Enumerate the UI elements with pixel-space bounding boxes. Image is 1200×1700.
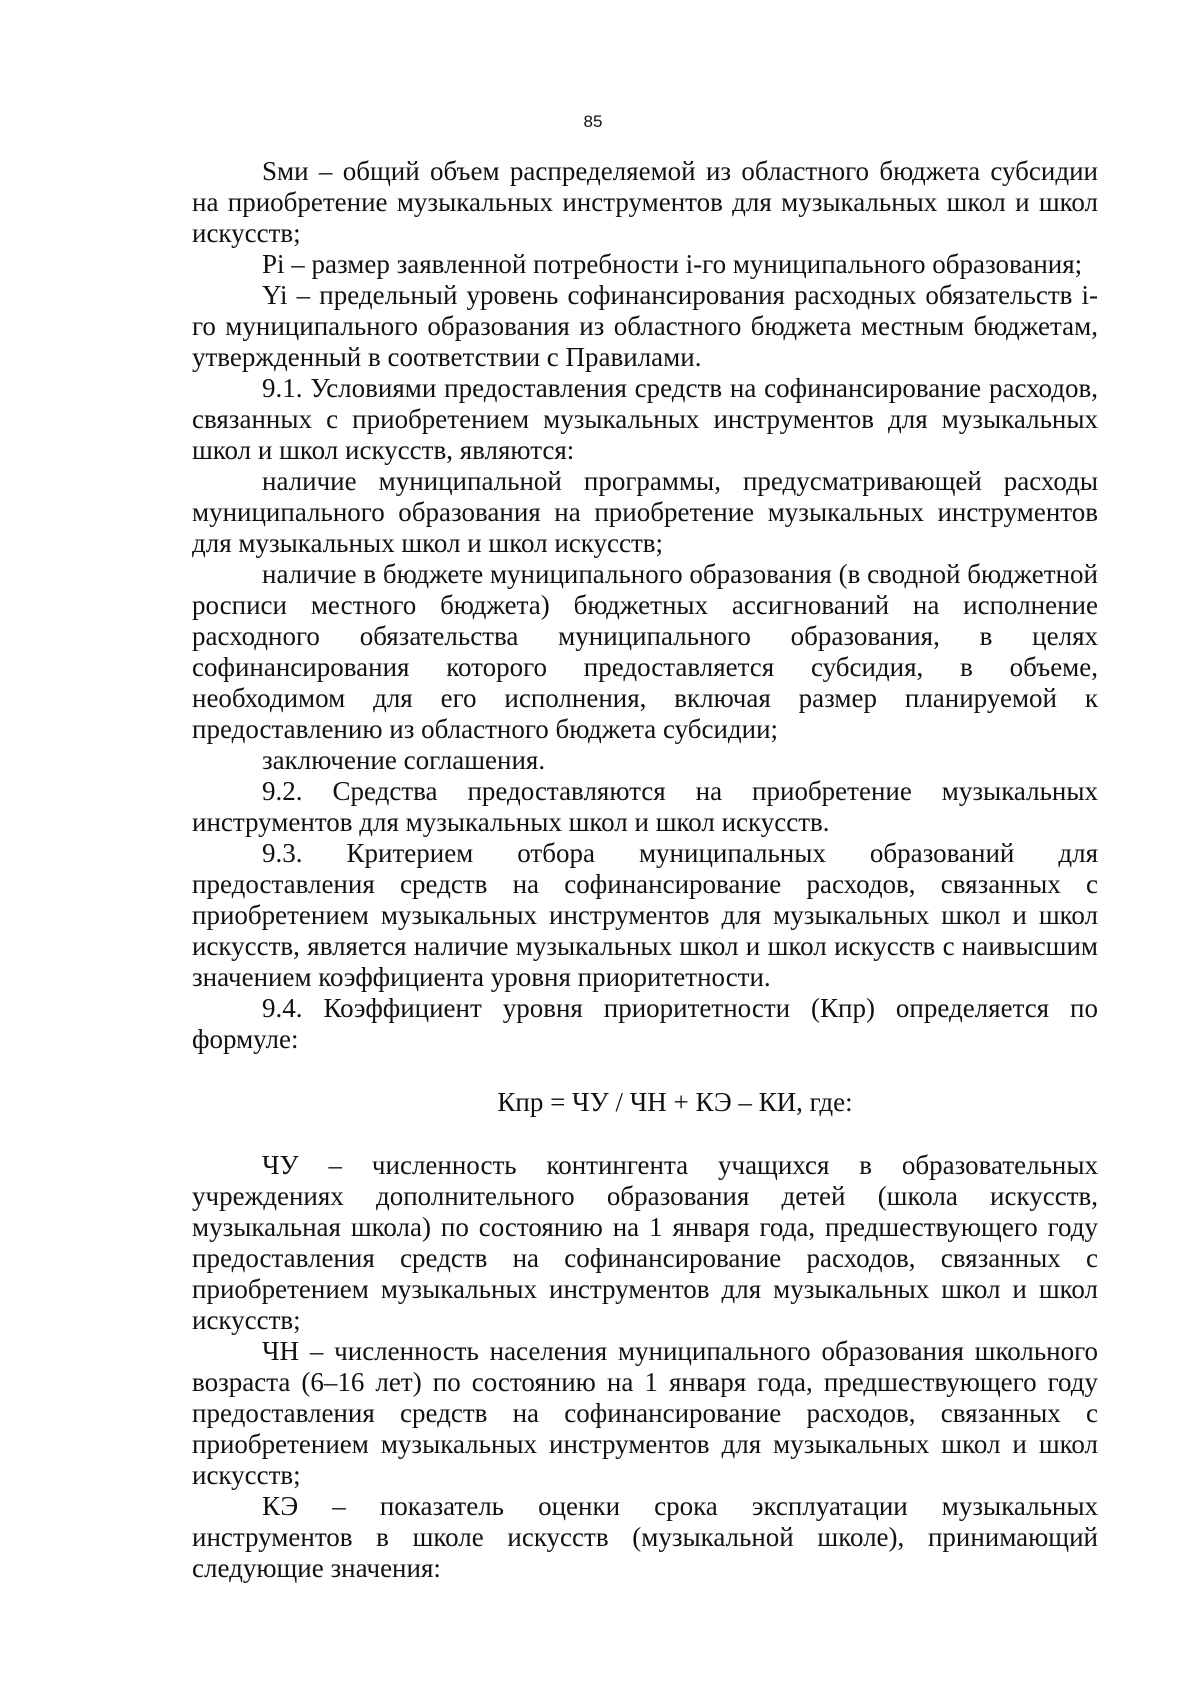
page-number: 85 xyxy=(583,112,603,131)
clause-9-2: 9.2. Средства предоставляются на приобретение музыкальных инструментов для музыкальных школ и школ искусств. xyxy=(192,776,1098,837)
definition-chu: ЧУ – численность контингента учащихся в образовательных учреждениях дополнительного образования детей (школа искусств, музыкальная школа) по состоянию на 1 января года, предшествующего году предоставления средств на софинансирование расходов, связанных с приобретением музыкальных инструментов для музыкальных школ и школ искусств; xyxy=(192,1150,1098,1335)
definition-ke: КЭ – показатель оценки срока эксплуатации музыкальных инструментов в школе искусств (музыкальной школе), принимающий следующие значения: xyxy=(192,1491,1098,1583)
definition-smi: Sми – общий объем распределяемой из областного бюджета субсидии на приобретение музыкальных инструментов для музыкальных школ и школ искусств; xyxy=(192,156,1098,248)
condition-municipal-program: наличие муниципальной программы, предусматривающей расходы муниципального образования на приобретение музыкальных инструментов для музыкальных школ и школ искусств; xyxy=(192,466,1098,558)
priority-coefficient-formula: Кпр = ЧУ / ЧН + КЭ – КИ, где: xyxy=(497,1087,853,1117)
document-body xyxy=(192,156,1098,1584)
clause-9-4: 9.4. Коэффициент уровня приоритетности (Кпр) определяется по формуле: xyxy=(192,993,1098,1054)
clause-9-3: 9.3. Критерием отбора муниципальных образований для предоставления средств на софинансирование расходов, связанных с приобретением музыкальных инструментов для музыкальных школ и школ искусств, является наличие музыкальных школ и школ искусств с наивысшим значением коэффициента уровня приоритетности. xyxy=(192,838,1098,992)
condition-budget-allocation: наличие в бюджете муниципального образования (в сводной бюджетной росписи местного бюджета) бюджетных ассигнований на исполнение расходного обязательства муниципального образования, в целях софинансирования которого предоставляется субсидия, в объеме, необходимом для его исполнения, включая размер планируемой к предоставлению из областного бюджета субсидии; xyxy=(192,559,1098,744)
definition-pi: Pi – размер заявленной потребности i-го муниципального образования; xyxy=(262,249,1083,279)
condition-agreement: заключение соглашения. xyxy=(262,745,546,775)
definition-yi: Yi – предельный уровень софинансирования расходных обязательств i-го муниципального образования из областного бюджета местным бюджетам, утвержденный в соответствии с Правилами. xyxy=(192,280,1098,372)
clause-9-1: 9.1. Условиями предоставления средств на софинансирование расходов, связанных с приобретением музыкальных инструментов для музыкальных школ и школ искусств, являются: xyxy=(192,373,1098,465)
definition-chn: ЧН – численность населения муниципального образования школьного возраста (6–16 лет) по состоянию на 1 января года, предшествующего году предоставления средств на софинансирование расходов, связанных с приобретением музыкальных инструментов для музыкальных школ и школ искусств; xyxy=(192,1336,1098,1490)
